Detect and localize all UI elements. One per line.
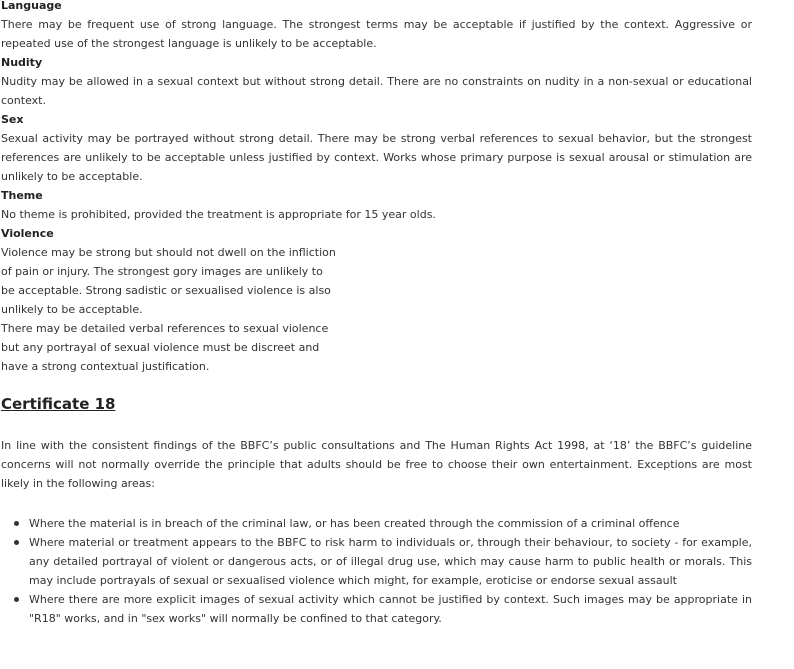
violence-line: be acceptable. Strong sadistic or sexualised violence is also bbox=[1, 284, 331, 297]
list-item bbox=[1, 514, 752, 533]
section-text-nudity: Nudity may be allowed in a sexual context but without strong detail. There are no constraints on nudity in a non-sexual or educational context. bbox=[1, 75, 752, 107]
section-heading-language: Language bbox=[1, 0, 62, 12]
violence-line: have a strong contextual justification. bbox=[1, 360, 210, 373]
list-item-text: Where material or treatment appears to the BBFC to risk harm to individuals or, through their behaviour, to society - for example, any detailed portrayal of violent or dangerous acts, or of illegal drug use, which may cause harm to public health or morals. This may include portrayals of sexual or sexualised violence which might, for example, eroticise or endorse sexual assault bbox=[29, 536, 752, 587]
bullet-icon bbox=[14, 521, 19, 526]
list-item bbox=[1, 533, 752, 590]
section-heading-sex: Sex bbox=[1, 113, 24, 126]
section-heading-violence: Violence bbox=[1, 227, 54, 240]
bullet-icon bbox=[14, 597, 19, 602]
exceptions-list bbox=[1, 514, 752, 628]
section-text-sex: Sexual activity may be portrayed without strong detail. There may be strong verbal references to sexual behavior, but the strongest references are unlikely to be acceptable unless justified by context. Works whose primary purpose is sexual arousal or stimulation are unlikely to be acceptable. bbox=[1, 132, 752, 183]
section-heading-nudity: Nudity bbox=[1, 56, 43, 69]
section-text-theme: No theme is prohibited, provided the treatment is appropriate for 15 year olds. bbox=[1, 208, 436, 221]
violence-line: There may be detailed verbal references to sexual violence bbox=[1, 322, 329, 335]
violence-line: Violence may be strong but should not dwell on the infliction bbox=[1, 246, 336, 259]
section-text-violence bbox=[1, 243, 341, 376]
section-theme bbox=[1, 186, 752, 224]
list-item bbox=[1, 590, 752, 628]
list-item-text: Where there are more explicit images of sexual activity which cannot be justified by context. Such images may be appropriate in "R18" works, and in "sex works" will normally be confined to that category. bbox=[29, 593, 752, 625]
list-item-text: Where the material is in breach of the criminal law, or has been created through the commission of a criminal offence bbox=[29, 517, 680, 530]
section-text-language: There may be frequent use of strong language. The strongest terms may be acceptable if justified by the context. Aggressive or repeated use of the strongest language is unlikely to be acceptable. bbox=[1, 18, 752, 50]
certificate-18-title: Certificate 18 bbox=[1, 395, 116, 413]
section-nudity bbox=[1, 53, 752, 110]
violence-line: but any portrayal of sexual violence must be discreet and bbox=[1, 341, 320, 354]
section-language bbox=[1, 0, 752, 53]
certificate-18-intro: In line with the consistent findings of the BBFC’s public consultations and The Human Rights Act 1998, at ‘18’ the BBFC’s guideline concerns will not normally override the principle that adults should be free to choose their own entertainment. Exceptions are most likely in the following areas: bbox=[1, 439, 752, 490]
bullet-icon bbox=[14, 540, 19, 545]
document-body bbox=[1, 0, 752, 628]
section-violence bbox=[1, 224, 752, 376]
section-sex bbox=[1, 110, 752, 186]
violence-line: of pain or injury. The strongest gory images are unlikely to bbox=[1, 265, 323, 278]
violence-line: unlikely to be acceptable. bbox=[1, 303, 143, 316]
section-heading-theme: Theme bbox=[1, 189, 43, 202]
